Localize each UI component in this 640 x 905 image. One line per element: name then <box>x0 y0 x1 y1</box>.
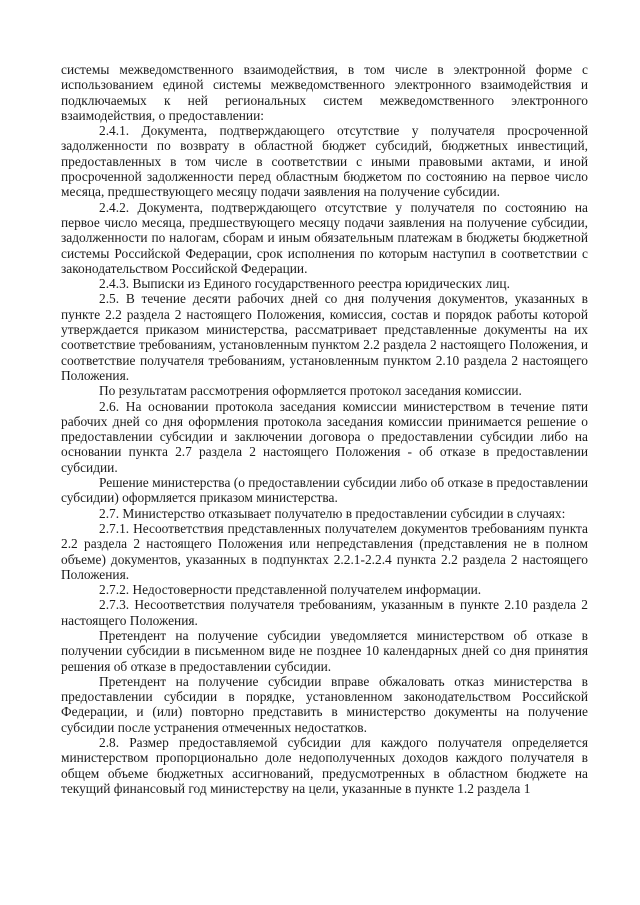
paragraph-2-8: 2.8. Размер предоставляемой субсидии для каждого получателя определяется министерством пропорционально доле недополученных доходов каждого получателя в общем объеме бюджетных ассигнований, предусмотренных в областном бюджете на текущий финансовый год министерству на цели, указанные в пункте 1.2 раздела 1 <box>61 735 588 796</box>
paragraph-2-7-2: 2.7.2. Недостоверности представленной получателем информации. <box>99 582 482 598</box>
paragraph-protocol: По результатам рассмотрения оформляется протокол заседания комиссии. <box>99 383 522 399</box>
paragraph-2-6: 2.6. На основании протокола заседания комиссии министерством в течение пяти рабочих дней со дня оформления протокола заседания комиссии принимается решение о предоставлении субсидии и заключении договора о предоставлении субсидии либо на основании пункта 2.7 раздела 2 настоящего Положения - об отказе в предоставлении субсидии. <box>61 398 588 475</box>
paragraph-2-7-1: 2.7.1. Несоответствия представленных получателем документов требованиям пункта 2.2 раздела 2 настоящего Положения или непредставления (представления не в полном объеме) документов, указанных в подпунктах 2.2.1-2.2.4 пункта 2.2 раздела 2 настоящего Положения. <box>61 520 588 582</box>
paragraph-2-4-3: 2.4.3. Выписки из Единого государственного реестра юридических лиц. <box>99 276 510 292</box>
paragraph-continuation: системы межведомственного взаимодействия, в том числе в электронной форме с использованием единой системы межведомственного электронного взаимодействия и подключаемых к ней региональных систем межведомственного электронного взаимодействия, о предоставлении: <box>61 62 588 123</box>
paragraph-notification: Претендент на получение субсидии уведомляется министерством об отказе в получении субсидии в письменном виде не позднее 10 календарных дней со дня принятия решения об отказе в предоставлении субсидии. <box>61 627 588 674</box>
paragraph-2-7-3: 2.7.3. Несоответствия получателя требованиям, указанным в пункте 2.10 раздела 2 настоящего Положения. <box>61 597 588 628</box>
paragraph-2-4-1: 2.4.1. Документа, подтверждающего отсутствие у получателя просроченной задолженности по возврату в областной бюджет субсидий, бюджетных инвестиций, предоставленных в том числе в соответствии с иными правовыми актами, и иной просроченной задолженности перед областным бюджетом по состоянию на первое число месяца, предшествующего месяцу подачи заявления на получение субсидии. <box>61 123 588 200</box>
paragraph-decision: Решение министерства (о предоставлении субсидии либо об отказе в предоставлении субсидии) оформляется приказом министерства. <box>61 475 588 506</box>
paragraph-2-7: 2.7. Министерство отказывает получателю в предоставлении субсидии в случаях: <box>99 505 566 521</box>
paragraph-appeal: Претендент на получение субсидии вправе обжаловать отказ министерства в предоставлении субсидии в порядке, установленном законодательством Российской Федерации, и (или) повторно представить в министерство документы на получение субсидии после устранения отмеченных недостатков. <box>61 673 588 735</box>
document-page <box>61 62 588 796</box>
paragraph-2-4-2: 2.4.2. Документа, подтверждающего отсутствие у получателя по состоянию на первое число месяца, предшествующего месяцу подачи заявления на получение субсидии, задолженности по налогам, сборам и иным обязательным платежам в бюджеты бюджетной системы Российской Федерации, срок исполнения по которым наступил в соответствии с законодательством Российской Федерации. <box>61 199 588 276</box>
paragraph-2-5: 2.5. В течение десяти рабочих дней со дня получения документов, указанных в пункте 2.2 раздела 2 настоящего Положения, комиссия, состав и порядок работы которой утверждается приказом министерства, рассматривает представленные документы на их соответствие требованиям, установленным пунктом 2.2 раздела 2 настоящего Положения, и соответствие получателя требованиям, установленным пунктом 2.10 раздела 2 настоящего Положения. <box>61 291 588 383</box>
